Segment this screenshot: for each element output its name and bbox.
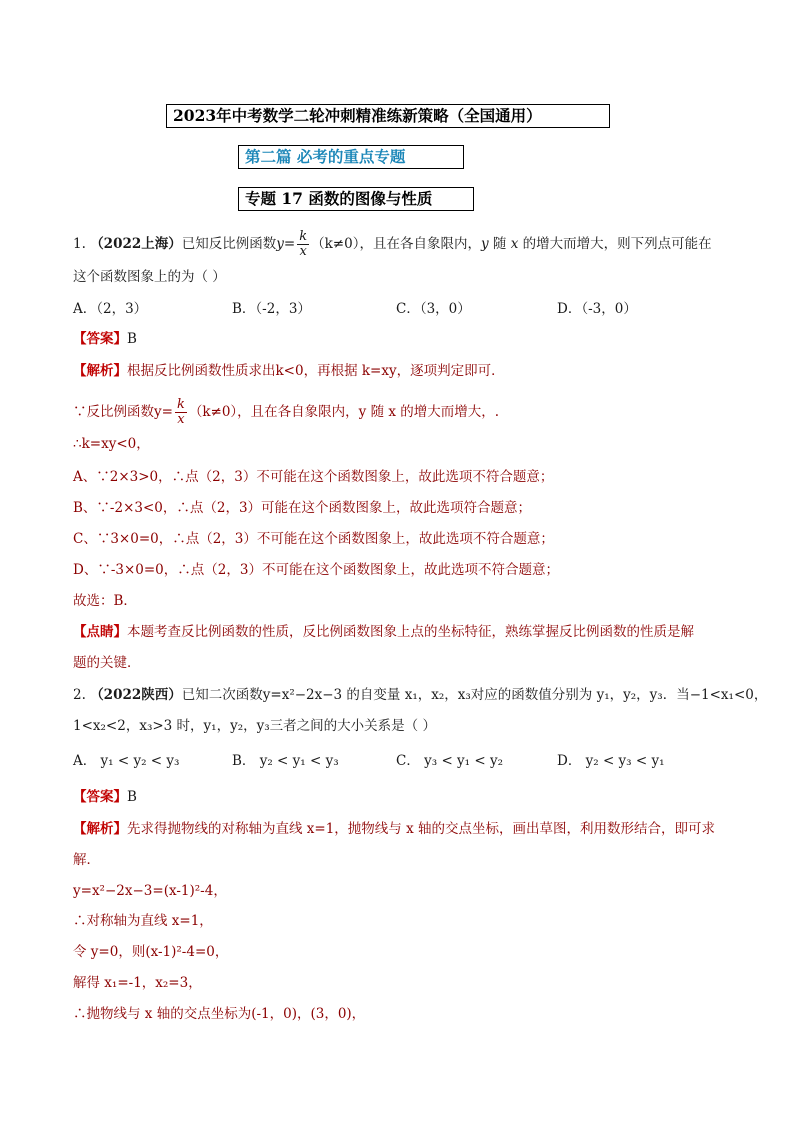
answer-value: B [127, 789, 137, 805]
q1-stem-line2: 这个函数图象上的为（ ） [73, 269, 226, 285]
frac-denominator: x [177, 412, 185, 427]
q1-source: （2022上海） [90, 236, 182, 252]
analysis-tag: 【解析】 [73, 821, 127, 837]
analysis-text: 根据反比例函数性质求出k<0，再根据 k=xy，逐项判定即可． [127, 363, 505, 379]
q1-stem-line1 [73, 230, 712, 259]
q1-solution-line2: ∴k=xy<0， [73, 436, 150, 452]
frac-numerator: k [176, 397, 185, 412]
q1-func: y= [276, 236, 296, 252]
q1-stem-b: ，且在各自象限内， [359, 236, 481, 252]
answer-tag: 【答案】 [73, 789, 127, 805]
q1-stem-d: 的增大而增大，则下列点可能在 [522, 236, 712, 252]
q2-number: 2. [73, 687, 86, 703]
frac-numerator: k [299, 229, 308, 244]
topic-title: 专题 17 函数的图像与性质 [238, 187, 474, 211]
q1-stem-c: 随 [492, 236, 507, 252]
analysis-tag: 【解析】 [73, 363, 127, 379]
q1-solution-line1 [73, 398, 499, 427]
q2-analysis-line2: 解． [73, 852, 100, 868]
q1-comment-line2: 题的关键． [73, 655, 141, 671]
document-title: 2023年中考数学二轮冲刺精准练新策略（全国通用） [166, 104, 610, 128]
q1-sol-fraction [175, 398, 187, 427]
q2-solution-line3: 令 y=0，则(x-1)²-4=0， [73, 944, 229, 960]
q1-solution-line4: B、∵-2×3<0，∴点（2，3）可能在这个函数图象上，故此选项符合题意； [73, 500, 532, 516]
q2-solution-line4: 解得 x₁=-1，x₂=3， [73, 975, 202, 991]
q1-number: 1. [73, 236, 86, 252]
q2-stem-line2: 1<x₂<2，x₃>3 时，y₁，y₂，y₃三者之间的大小关系是（ ） [73, 718, 436, 734]
q1-option-d: D．（-3，0） [557, 301, 637, 317]
q2-stem-a: 已知二次函数y=x²−2x−3 的自变量 x₁，x₂，x₃对应的函数值分别为 y₁，y₂，y₃．当−1<x₁<0， [181, 687, 768, 703]
q1-option-c: C．（3，0） [396, 301, 471, 317]
q2-answer [73, 787, 137, 807]
q1-solution-line7: 故选：B． [73, 593, 137, 609]
q1-answer [73, 329, 137, 349]
q2-option-a: A． y₁ < y₂ < y₃ [73, 753, 180, 769]
answer-tag: 【答案】 [73, 331, 127, 347]
comment-text: 本题考查反比例函数的性质，反比例函数图象上点的坐标特征，熟练掌握反比例函数的性质是解 [127, 624, 694, 640]
q2-solution-line5: ∴抛物线与 x 轴的交点坐标为(-1，0)，(3，0)， [73, 1006, 366, 1022]
q2-option-d: D． y₂ < y₃ < y₁ [557, 753, 665, 769]
q2-stem-line1 [73, 685, 767, 705]
analysis-text: 先求得抛物线的对称轴为直线 x=1，抛物线与 x 轴的交点坐标，画出草图，利用数形结合，即可求 [127, 821, 716, 837]
q1-solution-line6: D、∵-3×0=0，∴点（2，3）不可能在这个函数图象上，故此选项不符合题意； [73, 562, 559, 578]
q1-var-y: y [480, 236, 489, 252]
comment-tag: 【点睛】 [73, 624, 127, 640]
q2-option-c: C． y₃ < y₁ < y₂ [396, 753, 504, 769]
q1-sol-a: ∵反比例函数y= [73, 404, 173, 420]
q1-sol-b: （k≠0），且在各自象限内，y 随 x 的增大而增大，. [188, 404, 500, 420]
part-title: 第二篇 必考的重点专题 [238, 145, 464, 169]
q1-fraction [297, 230, 309, 259]
frac-denominator: x [299, 244, 307, 259]
q2-source: （2022陕西） [90, 687, 182, 703]
q1-solution-line5: C、∵3×0=0，∴点（2，3）不可能在这个函数图象上，故此选项不符合题意； [73, 531, 554, 547]
q2-solution-line2: ∴对称轴为直线 x=1， [73, 913, 213, 929]
q1-var-x: x [510, 236, 519, 252]
q2-analysis-line1 [73, 819, 715, 839]
q1-option-b: B．（-2，3） [232, 301, 311, 317]
q1-solution-line3: A、∵2×3>0，∴点（2，3）不可能在这个函数图象上，故此选项不符合题意； [73, 469, 554, 485]
answer-value: B [127, 331, 137, 347]
q1-comment-line1 [73, 622, 694, 642]
q1-cond: （k≠0） [311, 236, 360, 252]
q1-stem-a: 已知反比例函数 [181, 236, 277, 252]
q1-option-a: A．（2，3） [73, 301, 148, 317]
q1-analysis [73, 361, 505, 381]
q2-solution-line1: y=x²−2x−3=(x-1)²-4， [73, 883, 227, 899]
q2-option-b: B． y₂ < y₁ < y₃ [232, 753, 339, 769]
